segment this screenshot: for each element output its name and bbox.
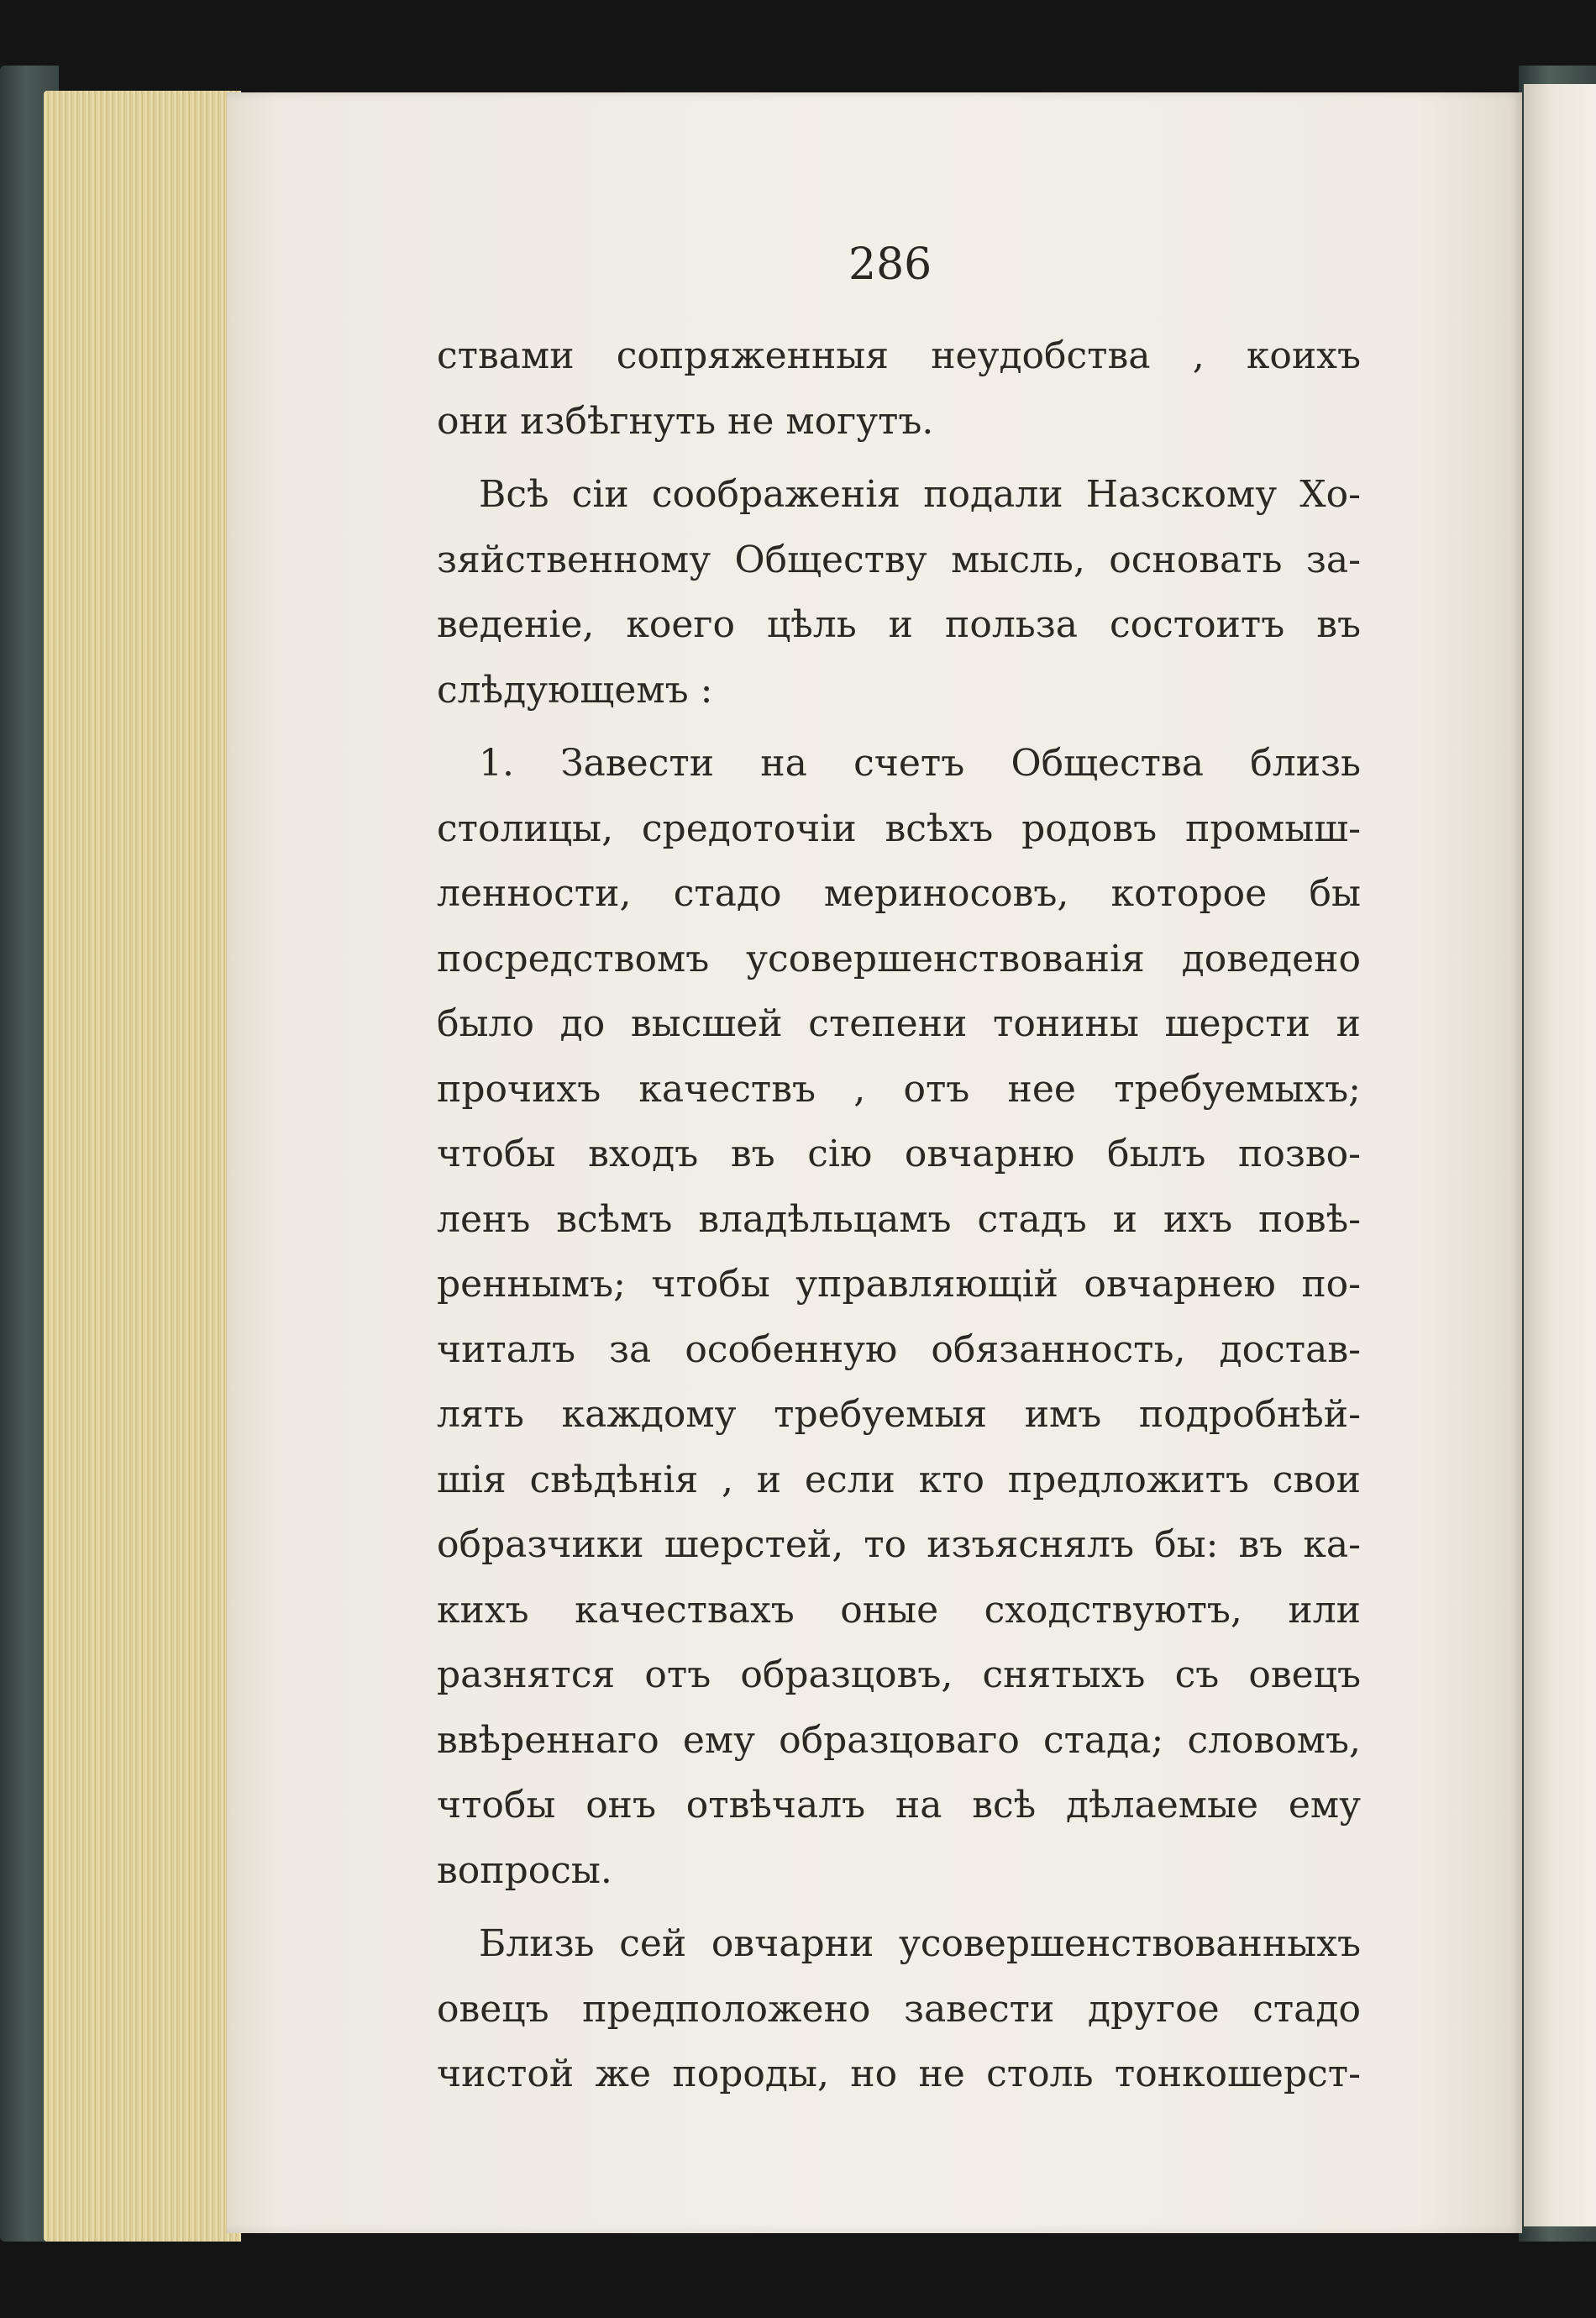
text-line: было до высшей степени тонины шерсти и	[437, 1002, 1361, 1045]
text-line: посредствомъ усовершенствованія доведено	[437, 937, 1361, 980]
text-line: столицы, средоточіи всѣхъ родовъ промыш-	[437, 807, 1361, 850]
page-number: 286	[848, 239, 932, 290]
text-line: слѣдующемъ :	[437, 668, 713, 712]
text-line: чтобы онъ отвѣчалъ на всѣ дѣлаемые ему	[437, 1784, 1361, 1827]
page-edges	[44, 91, 241, 2242]
facing-page-edge	[1524, 84, 1596, 2226]
text-line: разнятся отъ образцовъ, снятыхъ съ овецъ	[437, 1653, 1361, 1696]
text-line: образчики шерстей, то изъяснялъ бы: въ ка-	[437, 1523, 1361, 1566]
text-line: лять каждому требуемыя имъ подробнѣй-	[437, 1393, 1361, 1436]
text-line: чтобы входъ въ сію овчарню былъ позво-	[437, 1133, 1361, 1175]
text-line: читалъ за особенную обязанность, достав-	[437, 1327, 1361, 1371]
text-line: вопросы.	[437, 1848, 612, 1892]
text-line: ствами сопряженныя неудобства , коихъ	[437, 334, 1361, 377]
text-line: ленности, стадо мериносовъ, которое бы	[437, 872, 1361, 915]
text-line: прочихъ качествъ , отъ нее требуемыхъ;	[437, 1067, 1361, 1111]
text-line: веденіе, коего цѣль и польза состоитъ въ	[437, 603, 1361, 646]
text-line: кихъ качествахъ оные сходствуютъ, или	[437, 1588, 1361, 1632]
text-line: Всѣ сіи соображенія подали Назскому Хо-	[479, 473, 1361, 516]
text-line: Близь сей овчарни усовершенствованныхъ	[479, 1922, 1361, 1965]
text-line: зяйственному Обществу мысль, основать за-	[437, 538, 1361, 581]
text-line: 1. Завести на счетъ Общества близь	[479, 742, 1361, 785]
text-line: реннымъ; чтобы управляющій овчарнею по-	[437, 1263, 1361, 1306]
text-line: ввѣреннаго ему образцоваго стада; словомъ,	[437, 1718, 1361, 1762]
text-line: ленъ всѣмъ владѣльцамъ стадъ и ихъ повѣ-	[437, 1197, 1361, 1241]
text-line: шія свѣдѣнія , и если кто предложитъ свои	[437, 1458, 1361, 1501]
text-line: чистой же породы, но не столь тонкошерст-	[437, 2053, 1361, 2095]
text-line: овецъ предположено завести другое стадо	[437, 1987, 1361, 2031]
text-line: они избѣгнуть не могутъ.	[437, 399, 934, 443]
body-text	[437, 323, 1361, 2107]
